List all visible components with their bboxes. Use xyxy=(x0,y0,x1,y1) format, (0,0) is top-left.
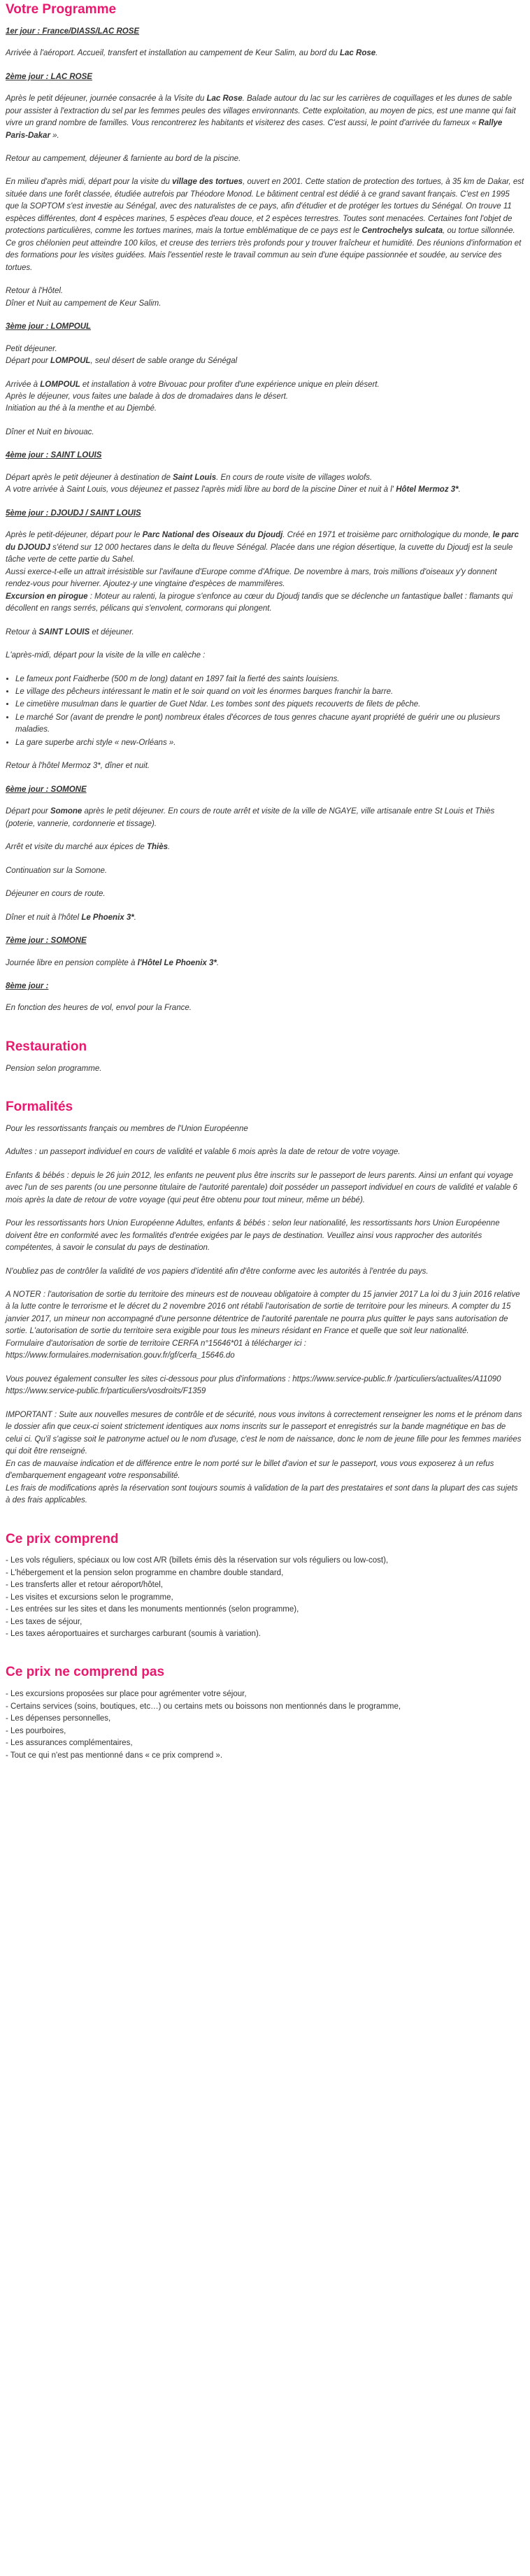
list-item: - Les taxes de séjour, xyxy=(6,1617,83,1626)
list-item: • La gare superbe archi style « new-Orléans ». xyxy=(15,737,524,749)
formalites-paragraph: Enfants & bébés : depuis le 26 juin 2012, les enfants ne peuvent plus être inscrits sur le passeport de leurs parents. Ainsi un enfant qui voyage avec l'un de ses parents (ou une personne titulaire de l'autorité parentale) doit posséder un passeport individuel en cours de validité et valable 6 mois après la date de retour de votre voyage (qui peut être obtenu pour tout mineur, même un bébé). xyxy=(6,1171,517,1204)
formalites-paragraph: Vous pouvez également consulter les sites ci-dessous pour plus d'informations : https://www.service-public.fr /particuliers/actualites/A11090 https://www.service-public.fr/particuliers/vosdroits/F1359 xyxy=(6,1374,501,1396)
day-paragraph: Déjeuner en cours de route. xyxy=(6,890,106,899)
day-title: 1er jour : France/DIASS/LAC ROSE xyxy=(6,27,140,36)
list-item: • Le cimetière musulman dans le quartier de Guet Ndar. Les tombes sont des piquets recouverts de filets de pêche. xyxy=(15,699,524,711)
list-item: • Le marché Sor (avant de prendre le pont) nombreux étales d'écorces de tous genres chacune ayant propriété de guérir une ou plusieurs maladies. xyxy=(15,712,524,736)
price-includes-section xyxy=(6,1531,524,1641)
list-item: - Les excursions proposées sur place pour agrémenter votre séjour, xyxy=(6,1690,247,1699)
formalites-paragraph: Pour les ressortissants français ou membres de l'Union Européenne xyxy=(6,1124,248,1133)
list-item: - Tout ce qui n'est pas mentionné dans « ce prix comprend ». xyxy=(6,1751,223,1760)
day-title: 6ème jour : SOMONE xyxy=(6,785,87,794)
day-paragraph: Départ après le petit déjeuner à destination de Saint Louis. En cours de route visite de villages wolofs. A votre arrivée à Saint Louis, vous déjeunez et passez l'après midi libre au bord de la piscine Diner et nuit à l' Hôtel Mermoz 3*. xyxy=(6,473,461,494)
day-paragraph: Après le petit déjeuner, journée consacrée à la Visite du Lac Rose. Balade autour du lac sur les carrières de coquillages et les dunes de sable pour assister à l'extraction du sel par les femmes peules des villages environnants. Cette exploitation, au moyen de pics, est une manne qui fait vivre un grand nombre de familles. Vous rencontrerez les habitants et visiterez des cases. C'est aussi, le point d'arrivée du fameux « Rallye Paris-Dakar ». xyxy=(6,94,516,140)
formalites-paragraph: IMPORTANT : Suite aux nouvelles mesures de contrôle et de sécurité, nous vous invitons à correctement renseigner les noms et le prénom dans le dossier afin que ceux-ci soient strictement identiques aux noms inscrits sur le passeport et enregistrés sur la bande magnétique en bas de celui ci. Qu'il s'agisse soit le patronyme actuel ou le nom d'usage, c'est le nom de naissance, donc le nom de jeune fille pour les femmes mariées qui doit être renseigné. En cas de mauvaise indication et de différence entre le nom porté sur le billet d'avion et sur le passeport, vous vous exposerez à un refus d'embarquement engageant votre responsabilité. Les frais de modifications après la réservation sont toujours soumis à validation de la part des prestataires et sont dans la plupart des cas sujets à des frais applicables. xyxy=(6,1410,522,1505)
day-title: 3ème jour : LOMPOUL xyxy=(6,322,92,332)
day-3 xyxy=(6,321,524,439)
price-excludes-heading: Ce prix ne comprend pas xyxy=(6,1665,165,1680)
price-excludes-list xyxy=(6,1688,524,1762)
formalites-heading: Formalités xyxy=(6,1100,73,1115)
list-item: - Les taxes aéroportuaires et surcharges carburant (soumis à variation). xyxy=(6,1630,261,1638)
day-6 xyxy=(6,784,524,924)
day-paragraph: Petit déjeuner. Départ pour LOMPOUL, seul désert de sable orange du Sénégal xyxy=(6,344,238,366)
programme-heading: Votre Programme xyxy=(6,2,117,17)
formalites-section xyxy=(6,1099,524,1507)
price-excludes-section xyxy=(6,1664,524,1762)
list-item: - Certains services (soins, boutiques, etc…) ou certains mets ou boissons non mentionnés dans le programme, xyxy=(6,1702,401,1711)
day-paragraph: Dîner et nuit à l'hôtel Le Phoenix 3*. xyxy=(6,913,136,922)
day-title: 7ème jour : SOMONE xyxy=(6,937,87,946)
formalites-paragraph: Adultes : un passeport individuel en cours de validité et valable 6 mois après la date de retour de votre voyage. xyxy=(6,1148,401,1157)
day-8 xyxy=(6,981,524,1015)
day-paragraph: Dîner et Nuit en bivouac. xyxy=(6,427,94,436)
day-4 xyxy=(6,450,524,496)
day-paragraph: En fonction des heures de vol, envol pour la France. xyxy=(6,1004,192,1013)
day-paragraph: Journée libre en pension complète à l'Hôtel Le Phoenix 3*. xyxy=(6,958,220,967)
day-paragraph: Départ pour Somone après le petit déjeuner. En cours de route arrêt et visite de la ville de NGAYE, ville artisanale entre St Louis et Thiès (poterie, vannerie, cordonnerie et tissage). xyxy=(6,807,495,828)
list-item: • Le fameux pont Faidherbe (500 m de long) datant en 1897 fait la fierté des saints louisiens. xyxy=(15,674,524,685)
day-paragraph: Arrêt et visite du marché aux épices de Thiès. xyxy=(6,843,171,852)
formalites-paragraph: N'oubliez pas de contrôler la validité de vos papiers d'identité afin d'être conforme avec les autorités à l'entrée du pays. xyxy=(6,1267,429,1276)
day-title: 4ème jour : SAINT LOUIS xyxy=(6,451,102,460)
day-5 xyxy=(6,508,524,773)
page-content xyxy=(0,1,530,1800)
day-title: 5ème jour : DJOUDJ / SAINT LOUIS xyxy=(6,508,141,518)
list-item: - L'hébergement et la pension selon programme en chambre double standard, xyxy=(6,1568,284,1577)
day-paragraph: Retour à SAINT LOUIS et déjeuner. xyxy=(6,627,134,636)
list-item: - Les transferts aller et retour aéroport/hôtel, xyxy=(6,1581,163,1590)
price-includes-heading: Ce prix comprend xyxy=(6,1531,119,1546)
list-item: - Les dépenses personnelles, xyxy=(6,1714,111,1723)
list-item: - Les visites et excursions selon le programme, xyxy=(6,1593,173,1602)
list-item: - Les entrées sur les sites et dans les monuments mentionnés (selon programme), xyxy=(6,1605,299,1614)
day-7 xyxy=(6,935,524,969)
list-item: - Les assurances complémentaires, xyxy=(6,1739,133,1748)
restauration-heading: Restauration xyxy=(6,1039,87,1054)
day-paragraph: Continuation sur la Somone. xyxy=(6,866,108,875)
day-paragraph: Retour à l'Hôtel. Dîner et Nuit au campement de Keur Salim. xyxy=(6,287,162,308)
city-tour-list xyxy=(6,674,524,750)
day-paragraph: Après le petit-déjeuner, départ pour le Parc National des Oiseaux du Djoudj. Créé en 1971 et troisième parc ornithologique du monde, le parc du DJOUDJ s'étend sur 12 000 hectares dans le delta du fleuve Sénégal. Placée dans une région désertique, la cuvette du Djoudj est la seule tâche verte de cette partie du Sahel. Aussi exerce-t-elle un attrait irrésistible sur l'avifaune d'Europe comme d'Afrique. De novembre à mars, trois millions d'oiseaux y'y donnent rendez-vous pour hiverner. Ajoutez-y une vingtaine d'espèces de mammifères. Excursion en pirogue : Moteur au ralenti, la pirogue s'enfonce au cœur du Djoudj tandis que se déclenche un fantastique ballet : flamants qui décollent en rangs serrés, pélicans qui s'envolent, cormorans qui plongent. xyxy=(6,531,519,613)
day-paragraph: Retour à l'hôtel Mermoz 3*, dîner et nuit. xyxy=(6,762,150,771)
day-paragraph: Retour au campement, déjeuner & farniente au bord de la piscine. xyxy=(6,154,241,163)
day-title: 2ème jour : LAC ROSE xyxy=(6,72,92,81)
list-item: - Les vols réguliers, spéciaux ou low cost A/R (billets émis dès la réservation sur vols réguliers ou low-cost), xyxy=(6,1556,389,1565)
day-paragraph: Arrivée à l'aéroport. Accueil, transfert et installation au campement de Keur Salim, au bord du Lac Rose. xyxy=(6,49,378,58)
restauration-section xyxy=(6,1039,524,1075)
list-item: - Les pourboires, xyxy=(6,1726,66,1735)
restauration-text: Pension selon programme. xyxy=(6,1064,102,1073)
programme-section xyxy=(6,1,524,1015)
formalites-paragraph: Pour les ressortissants hors Union Européenne Adultes, enfants & bébés : selon leur nationalité, les ressortissants hors Union Européenne doivent être en conformité avec les formalités d'entrée exigées par le pays de destination. Veuillez ainsi vous rapprocher des autorités compétentes, à savoir le consulat du pays de destination. xyxy=(6,1219,500,1253)
day-1 xyxy=(6,26,524,60)
formalites-paragraph: A NOTER : l'autorisation de sortie du territoire des mineurs est de nouveau obligatoire à compter du 15 janvier 2017 La loi du 3 juin 2016 relative à la lutte contre le terrorisme et le décret du 2 novembre 2016 ont rétabli l'autorisation de sortie de territoire pour les mineurs. A compter du 15 janvier 2017, un mineur non accompagné d'une personne détentrice de l'autorité parentale ne pourra plus quitter le pays sans autorisation de sortie. L'autorisation de sortie du territoire sera exigible pour tous les mineurs résidant en France et quelle que soit leur nationalité. Formulaire d'autorisation de sortie de territoire CERFA n°15646*01 à télécharger ici : https://www.formulaires.modernisation.gouv.fr/gf/cerfa_15646.do xyxy=(6,1290,520,1360)
day-paragraph: Arrivée à LOMPOUL et installation à votre Bivouac pour profiter d'une expérience unique en plein désert. Après le déjeuner, vous faites une balade à dos de dromadaires dans le désert. Initiation au thé à la menthe et au Djembé. xyxy=(6,380,380,413)
day-paragraph: En milieu d'après midi, départ pour la visite du village des tortues, ouvert en 2001. Cette station de protection des tortues, à 35 km de Dakar, est située dans une forêt classée, étudiée autrefois par Théodore Monod. Le bâtiment central est dédié à ce grand savant français. C'est en 1995 que la SOPTOM s'est investie au Sénégal, avec des naturalistes de ce pays, afin d'étudier et de protéger les tortues du Sénégal. On trouve 11 espèces différentes, dont 4 espèces marines, 5 espèces d'eau douce, et 2 espèces terrestres. Toutes sont menacées. Certaines font l'objet de protections particulières, comme les tortues marines, mais la tortue emblématique de ce pays est le Centrochelys sulcata, ou tortue sillonnée. Ce gros chélonien peut atteindre 100 kilos, et creuse des terriers très profonds pour y trouver fraîcheur et humidité. Des réunions d'information et des formations pour les visites guidées. Mais l'essentiel reste le travail commun au sein d'une équipe passionnée et soudée, au service des tortues. xyxy=(6,178,524,272)
day-paragraph: L'après-midi, départ pour la visite de la ville en calèche : xyxy=(6,651,206,660)
price-includes-list xyxy=(6,1555,524,1640)
day-title: 8ème jour : xyxy=(6,982,49,990)
day-2 xyxy=(6,71,524,311)
list-item: • Le village des pêcheurs intéressant le matin et le soir quand on voit les énormes barques franchir la barre. xyxy=(15,686,524,698)
